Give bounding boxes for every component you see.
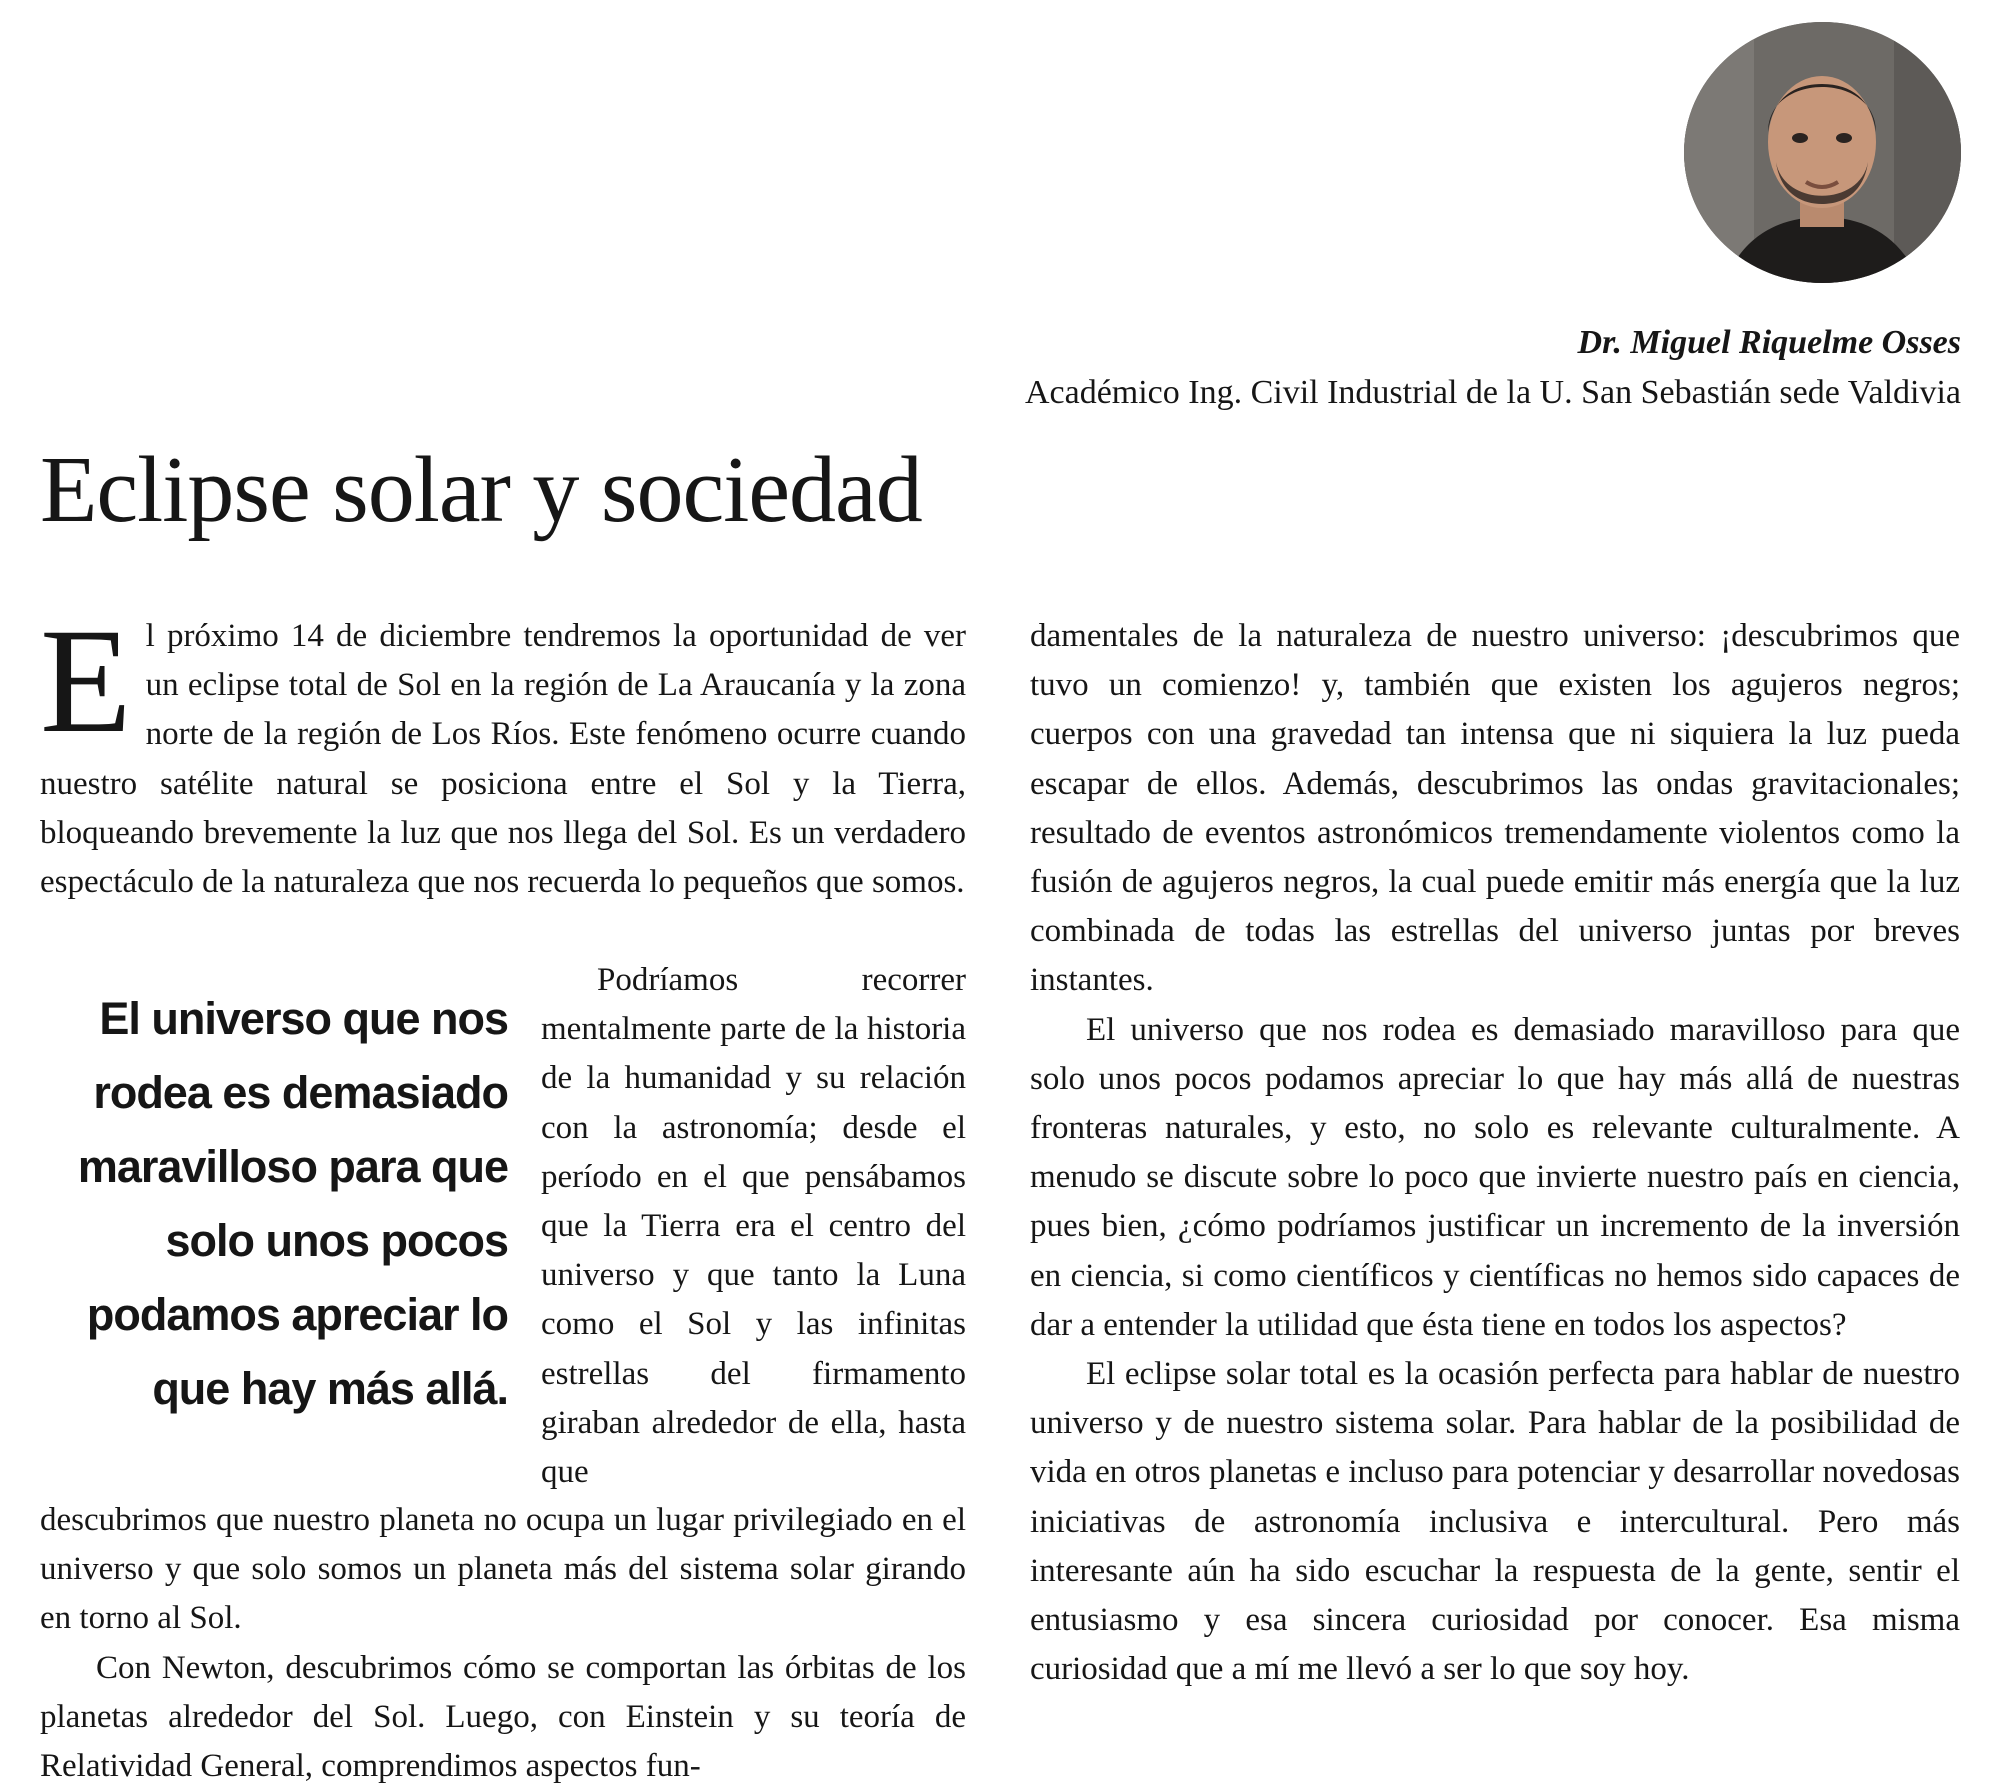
author-photo <box>1684 22 1961 283</box>
author-affiliation: Académico Ing. Civil Industrial de la U. San Sebastián sede Valdivia <box>1024 374 1961 411</box>
article-title: Eclipse solar y sociedad <box>40 438 922 542</box>
pull-quote: El universo que nos rodea es demasiado maravilloso para que solo unos pocos podamos apreciar lo que hay más allá. <box>77 993 508 1414</box>
column-left-mid <box>541 956 966 1497</box>
paragraph-3-left: Con Newton, descubrimos cómo se comportan las órbitas de los planetas alrededor del Sol. Luego, con Einstein y su teoría de Relatividad General, comprendimos aspectos fun- <box>40 1649 966 1785</box>
paragraph-1-text: l próximo 14 de diciembre tendremos la oportunidad de ver un eclipse total de Sol en la región de La Araucanía y la zona norte de la región de Los Ríos. Este fenómeno ocurre cuando nuestro satélite natural se posiciona entre el Sol y la Tierra, bloqueando brevemente la luz que nos llega del Sol. Es un verdadero espectáculo de la naturaleza que nos recuerda lo pequeños que somos. <box>40 618 966 901</box>
paragraph-5: El eclipse solar total es la ocasión perfecta para hablar de nuestro universo y de nuestro sistema solar. Para hablar de la posibilidad de vida en otros planetas e incluso para potenciar y desarrollar novedosas iniciativas de astronomía inclusiva e intercultural. Pero más interesante aún ha sido escuchar la respuesta de la gente, sentir el entusiasmo y esa sincera curiosidad por conocer. Esa misma curiosidad que a mí me llevó a ser lo que soy hoy. <box>1030 1356 1960 1688</box>
author-name: Dr. Miguel Riquelme Osses <box>1577 324 1961 361</box>
column-left-bottom <box>40 1496 966 1791</box>
author-portrait-icon <box>1684 22 1961 283</box>
paragraph-3-right: damentales de la naturaleza de nuestro universo: ¡descubrimos que tuvo un comienzo! y, también que existen los agujeros negros; cuerpos con una gravedad tan intensa que ni siquiera la luz pueda escapar de ellos. Además, descubrimos las ondas gravitacionales; resultado de eventos astronómicos tremendamente violentos como la fusión de agujeros negros, la cual puede emitir más energía que la luz combinada de todas las estrellas del universo juntas por breves instantes. <box>1030 618 1960 999</box>
column-right <box>1030 612 1960 1694</box>
paragraph-4: El universo que nos rodea es demasiado maravilloso para que solo unos pocos podamos apreciar lo que hay más allá de nuestras fronteras naturales, y esto, no solo es relevante culturalmente. A menudo se discute sobre lo poco que invierte nuestro país en ciencia, pues bien, ¿cómo podríamos justificar un incremento de la inversión en ciencia, si como científicos y científicas no hemos sido capaces de dar a entender la utilidad que ésta tiene en todos los aspectos? <box>1030 1011 1960 1343</box>
paragraph-2b: descubrimos que nuestro planeta no ocupa un lugar privilegiado en el universo y que solo somos un planeta más del sistema solar girando en torno al Sol. <box>40 1502 966 1637</box>
author-block <box>1025 318 1961 418</box>
paragraph-1 <box>40 598 966 907</box>
column-left-top <box>40 598 966 907</box>
paragraph-2a: Podríamos recorrer mentalmente parte de la historia de la humanidad y su relación con la astronomía; desde el período en el que pensábamos que la Tierra era el centro del universo y que tanto la Luna como el Sol y las infinitas estrellas del firmamento giraban alrededor de ella, hasta que <box>541 962 966 1491</box>
dropcap: E <box>40 598 132 764</box>
